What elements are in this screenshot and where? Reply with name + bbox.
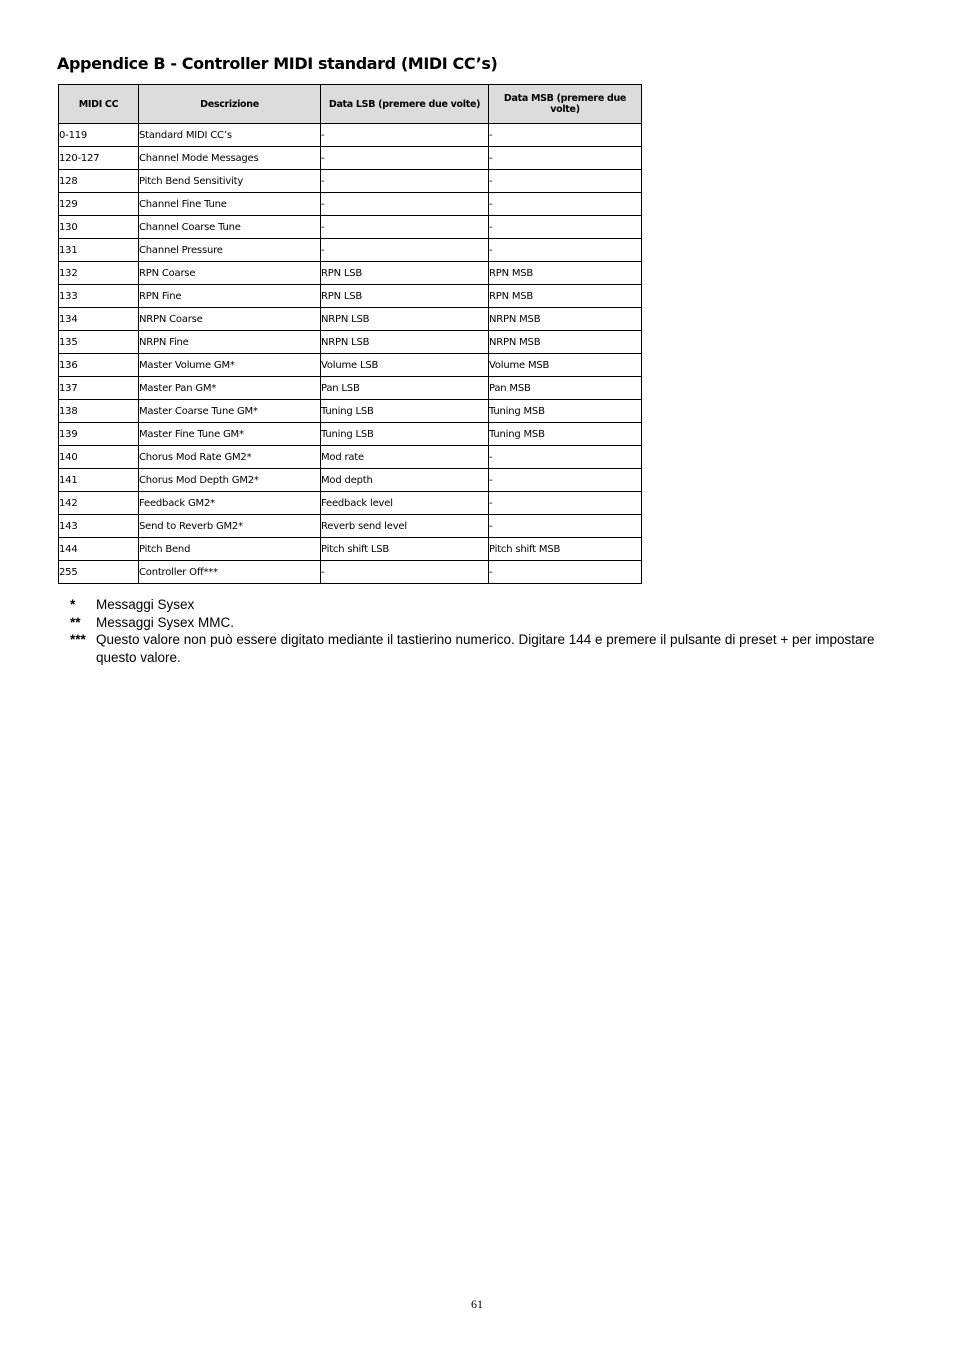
page-title: Appendice B - Controller MIDI standard (MIDI CC’s) <box>57 54 498 73</box>
cell-midi-cc: 143 <box>59 515 139 538</box>
cell-data-lsb: - <box>321 239 489 262</box>
cell-data-lsb: - <box>321 561 489 584</box>
cell-descrizione: NRPN Fine <box>139 331 321 354</box>
cell-midi-cc: 255 <box>59 561 139 584</box>
footnotes <box>70 596 910 666</box>
table-row <box>59 285 642 308</box>
cell-data-msb: - <box>489 469 642 492</box>
footnote-text: Messaggi Sysex MMC. <box>96 614 235 630</box>
table-row <box>59 561 642 584</box>
table-row <box>59 193 642 216</box>
cell-data-msb: - <box>489 216 642 239</box>
cell-midi-cc: 141 <box>59 469 139 492</box>
footnote-mark: * <box>70 597 76 612</box>
cell-data-msb: - <box>489 170 642 193</box>
page-number: 61 <box>471 1297 483 1311</box>
cell-midi-cc: 136 <box>59 354 139 377</box>
cell-data-lsb: Pan LSB <box>321 377 489 400</box>
cell-descrizione: Chorus Mod Depth GM2* <box>139 469 321 492</box>
cell-descrizione: Standard MIDI CC’s <box>139 124 321 147</box>
cell-midi-cc: 133 <box>59 285 139 308</box>
cell-data-lsb: - <box>321 170 489 193</box>
footnote-mark: ** <box>70 614 81 630</box>
cell-descrizione: RPN Fine <box>139 285 321 308</box>
cell-data-lsb: Feedback level <box>321 492 489 515</box>
cell-data-msb: Pan MSB <box>489 377 642 400</box>
table-row <box>59 262 642 285</box>
table-row <box>59 423 642 446</box>
table-row <box>59 147 642 170</box>
cell-data-lsb: Reverb send level <box>321 515 489 538</box>
footnote <box>70 614 910 632</box>
cell-data-msb: Tuning MSB <box>489 400 642 423</box>
cell-data-lsb: Tuning LSB <box>321 423 489 446</box>
cell-midi-cc: 137 <box>59 377 139 400</box>
cell-data-lsb: - <box>321 193 489 216</box>
cell-data-msb: NRPN MSB <box>489 308 642 331</box>
cell-data-msb: - <box>489 446 642 469</box>
cell-data-lsb: Volume LSB <box>321 354 489 377</box>
cell-data-msb: RPN MSB <box>489 262 642 285</box>
cell-data-msb: RPN MSB <box>489 285 642 308</box>
cell-midi-cc: 135 <box>59 331 139 354</box>
footnote-text: Messaggi Sysex <box>96 597 195 612</box>
header-descrizione: Descrizione <box>139 85 321 124</box>
table-row <box>59 538 642 561</box>
cell-midi-cc: 140 <box>59 446 139 469</box>
cell-data-msb: Pitch shift MSB <box>489 538 642 561</box>
cell-data-lsb: Mod depth <box>321 469 489 492</box>
footnote <box>70 631 910 666</box>
cell-descrizione: Channel Pressure <box>139 239 321 262</box>
cell-descrizione: Master Fine Tune GM* <box>139 423 321 446</box>
table-row <box>59 354 642 377</box>
cell-descrizione: Channel Coarse Tune <box>139 216 321 239</box>
cell-data-msb: - <box>489 193 642 216</box>
cell-descrizione: Master Coarse Tune GM* <box>139 400 321 423</box>
cell-data-lsb: RPN LSB <box>321 285 489 308</box>
cell-midi-cc: 132 <box>59 262 139 285</box>
cell-midi-cc: 130 <box>59 216 139 239</box>
table-row <box>59 331 642 354</box>
cell-midi-cc: 131 <box>59 239 139 262</box>
cell-data-lsb: - <box>321 147 489 170</box>
footnote-mark: *** <box>70 632 86 647</box>
cell-data-lsb: Mod rate <box>321 446 489 469</box>
cell-data-lsb: - <box>321 124 489 147</box>
header-midi-cc: MIDI CC <box>59 85 139 124</box>
table-row <box>59 469 642 492</box>
cell-data-lsb: - <box>321 216 489 239</box>
cell-descrizione: Channel Mode Messages <box>139 147 321 170</box>
cell-descrizione: Controller Off*** <box>139 561 321 584</box>
cell-data-msb: - <box>489 515 642 538</box>
cell-data-lsb: NRPN LSB <box>321 331 489 354</box>
cell-descrizione: Chorus Mod Rate GM2* <box>139 446 321 469</box>
header-data-msb: Data MSB (premere due volte) <box>489 85 642 124</box>
cell-midi-cc: 144 <box>59 538 139 561</box>
table-row <box>59 377 642 400</box>
cell-data-lsb: Pitch shift LSB <box>321 538 489 561</box>
table-row <box>59 308 642 331</box>
cell-data-msb: Volume MSB <box>489 354 642 377</box>
footnote-text: Questo valore non può essere digitato mediante il tastierino numerico. Digitare 144 e premere il pulsante di preset + per impostare questo valore. <box>96 632 875 665</box>
cell-descrizione: RPN Coarse <box>139 262 321 285</box>
cell-descrizione: Channel Fine Tune <box>139 193 321 216</box>
header-data-lsb: Data LSB (premere due volte) <box>321 85 489 124</box>
table-row <box>59 446 642 469</box>
table-row <box>59 124 642 147</box>
table-row <box>59 216 642 239</box>
table-row <box>59 492 642 515</box>
cell-data-msb: - <box>489 147 642 170</box>
cell-descrizione: Pitch Bend <box>139 538 321 561</box>
cell-midi-cc: 0-119 <box>59 124 139 147</box>
table-row <box>59 239 642 262</box>
cell-data-lsb: NRPN LSB <box>321 308 489 331</box>
cell-midi-cc: 134 <box>59 308 139 331</box>
cell-midi-cc: 142 <box>59 492 139 515</box>
cell-data-msb: - <box>489 124 642 147</box>
cell-data-msb: - <box>489 561 642 584</box>
cell-data-lsb: RPN LSB <box>321 262 489 285</box>
cell-midi-cc: 120-127 <box>59 147 139 170</box>
table-body <box>59 124 642 584</box>
table-row <box>59 170 642 193</box>
cell-data-msb: - <box>489 492 642 515</box>
cell-descrizione: Master Volume GM* <box>139 354 321 377</box>
cell-midi-cc: 129 <box>59 193 139 216</box>
cell-descrizione: NRPN Coarse <box>139 308 321 331</box>
cell-descrizione: Pitch Bend Sensitivity <box>139 170 321 193</box>
cell-descrizione: Send to Reverb GM2* <box>139 515 321 538</box>
cell-descrizione: Master Pan GM* <box>139 377 321 400</box>
table-header-row <box>59 85 642 124</box>
cell-descrizione: Feedback GM2* <box>139 492 321 515</box>
midi-cc-table <box>58 84 642 584</box>
table-row <box>59 515 642 538</box>
cell-data-lsb: Tuning LSB <box>321 400 489 423</box>
footnote <box>70 596 910 614</box>
table-row <box>59 400 642 423</box>
cell-midi-cc: 139 <box>59 423 139 446</box>
cell-midi-cc: 128 <box>59 170 139 193</box>
cell-data-msb: Tuning MSB <box>489 423 642 446</box>
cell-midi-cc: 138 <box>59 400 139 423</box>
cell-data-msb: NRPN MSB <box>489 331 642 354</box>
cell-data-msb: - <box>489 239 642 262</box>
